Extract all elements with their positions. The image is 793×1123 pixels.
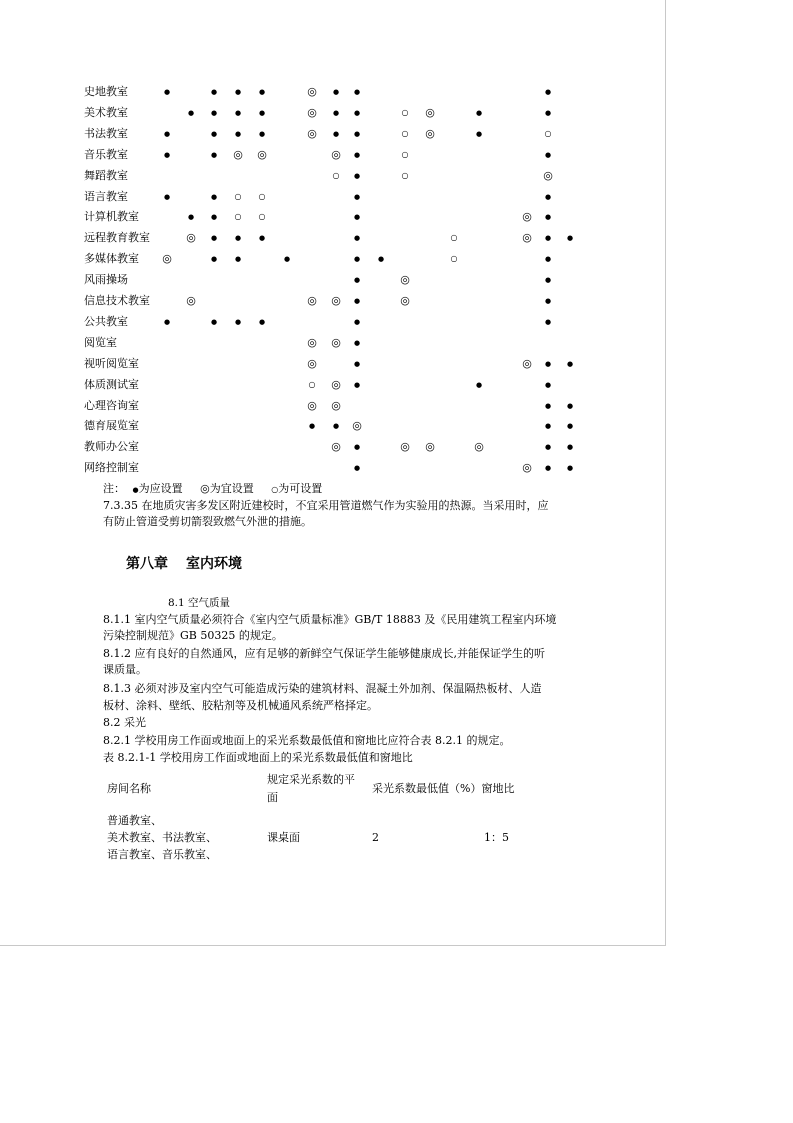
filled-dot-icon: [563, 458, 577, 478]
filled-dot-icon: [280, 249, 294, 269]
hollow-circle-icon: [231, 207, 245, 227]
double-circle-icon: [423, 124, 437, 145]
filled-dot-icon: [350, 437, 364, 457]
hollow-circle-icon: [329, 166, 343, 186]
table-row: [0, 270, 665, 290]
filled-dot-icon: [350, 312, 364, 332]
filled-dot-icon: [207, 312, 221, 332]
filled-dot-icon: [160, 124, 174, 144]
filled-dot-icon: [231, 82, 245, 102]
double-circle-icon: [398, 291, 412, 312]
filled-dot-icon: [329, 124, 343, 144]
double-circle-icon: [398, 270, 412, 291]
filled-dot-icon: [231, 124, 245, 144]
filled-dot-icon: [350, 166, 364, 186]
filled-dot-icon: [350, 333, 364, 353]
table-row: [0, 145, 665, 165]
table-row: [0, 458, 665, 478]
filled-dot-icon: [231, 312, 245, 332]
clause-7-3-35-line2: 有防止管道受剪切箭裂致燃气外泄的措施。: [103, 515, 312, 528]
room-name: 教师办公室: [84, 440, 139, 454]
filled-dot-icon: [207, 82, 221, 102]
filled-dot-icon: [541, 312, 555, 332]
filled-dot-icon: [472, 375, 486, 395]
filled-dot-icon: [541, 187, 555, 207]
room-name: 阅览室: [84, 335, 117, 349]
filled-dot-icon: [350, 458, 364, 478]
double-circle-icon: [423, 103, 437, 124]
para-8-1-1-line2: 污染控制规范》GB 50325 的规定。: [103, 629, 283, 642]
hollow-circle-icon: [398, 124, 412, 144]
hollow-circle-icon: [255, 187, 269, 207]
hollow-circle-icon: [255, 207, 269, 227]
filled-dot-icon: [160, 145, 174, 165]
double-circle-icon: [160, 249, 174, 270]
double-circle-icon: [423, 437, 437, 458]
room-name: 舞蹈教室: [84, 168, 128, 182]
table-row: [0, 124, 665, 144]
room-name: 计算机教室: [84, 210, 139, 224]
para-8-1-2-line2: 课质量。: [103, 663, 147, 676]
double-circle-icon: [305, 333, 319, 354]
filled-dot-icon: [541, 396, 555, 416]
table-row: [0, 333, 665, 353]
table-row: [0, 312, 665, 332]
header-room: 房间名称: [107, 782, 151, 795]
filled-dot-icon: [374, 249, 388, 269]
double-circle-icon: [184, 228, 198, 249]
para-8-1-3-line2: 板材、涂料、壁纸、胶粘剂等及机械通风系统严格择定。: [103, 699, 378, 712]
table-row: [0, 354, 665, 374]
table-row: [0, 396, 665, 416]
double-circle-icon: [255, 145, 269, 166]
room-name: 音乐教室: [84, 147, 128, 161]
filled-dot-icon: [207, 207, 221, 227]
hollow-circle-icon: [398, 145, 412, 165]
double-circle-icon: [541, 166, 555, 187]
filled-dot-icon: [329, 82, 343, 102]
filled-dot-icon: [563, 396, 577, 416]
filled-dot-icon: [255, 103, 269, 123]
para-8-1-2-line1: 8.1.2 应有良好的自然通风，应有足够的新鲜空气保证学生能够健康成长,并能保证学生的听: [103, 647, 545, 660]
filled-dot-icon: [207, 103, 221, 123]
table-row: [0, 249, 665, 269]
chapter-heading: [126, 553, 242, 573]
table-row: [0, 207, 665, 227]
filled-dot-icon: [207, 145, 221, 165]
table-row: [0, 437, 665, 457]
room-name: 远程教育教室: [84, 231, 150, 245]
double-circle-icon: [329, 291, 343, 312]
row-plane: 课桌面: [267, 831, 300, 844]
row-room-line3: 语言教室、音乐教室、: [107, 848, 217, 861]
filled-dot-icon: [350, 270, 364, 290]
row-room-line2: 美术教室、书法教室、: [107, 831, 217, 844]
room-name: 信息技术教室: [84, 294, 150, 307]
row-coef: 2: [372, 831, 379, 844]
double-circle-icon: [472, 437, 486, 458]
room-name: 风雨操场: [84, 273, 128, 287]
legend-prefix: 注：: [103, 482, 125, 495]
double-circle-icon: [305, 354, 319, 375]
filled-dot-icon: [350, 354, 364, 374]
filled-dot-icon: [160, 312, 174, 332]
room-name: 多媒体教室: [84, 252, 139, 266]
row-ratio: 1：5: [484, 831, 509, 844]
filled-dot-icon: [184, 103, 198, 123]
filled-dot-icon: [350, 375, 364, 395]
filled-dot-icon: [350, 291, 364, 311]
filled-dot-icon: [541, 416, 555, 436]
filled-dot-icon: [541, 249, 555, 269]
filled-dot-icon: [541, 270, 555, 290]
chapter-title: 室内环境: [186, 556, 242, 572]
filled-dot-icon: [563, 354, 577, 374]
filled-dot-icon: [160, 82, 174, 102]
filled-dot-icon: [329, 103, 343, 123]
filled-dot-icon: [231, 103, 245, 123]
double-circle-icon: [329, 375, 343, 396]
double-circle-icon: [329, 145, 343, 166]
filled-dot-icon: [541, 437, 555, 457]
filled-dot-icon: [350, 145, 364, 165]
double-circle-icon: [305, 396, 319, 417]
table-row: [0, 228, 665, 248]
filled-dot-icon: [255, 312, 269, 332]
hollow-circle-icon: [447, 249, 461, 269]
room-name: 德育展览室: [84, 419, 139, 433]
double-circle-icon: [398, 437, 412, 458]
filled-dot-icon: [541, 82, 555, 102]
filled-dot-icon: [563, 228, 577, 248]
table-caption: 表 8.2.1-1 学校用房工作面或地面上的采光系数最低值和窗地比: [103, 751, 413, 764]
double-circle-icon: [329, 396, 343, 417]
filled-dot-icon: [329, 416, 343, 436]
filled-dot-icon: [350, 103, 364, 123]
filled-dot-icon: [541, 207, 555, 227]
section-8-2-heading: 8.2 采光: [103, 716, 146, 729]
filled-dot-icon: [472, 124, 486, 144]
table-row: [0, 291, 665, 311]
double-circle-icon: [520, 228, 534, 249]
table-row: [0, 375, 665, 395]
double-circle-icon: [184, 291, 198, 312]
filled-dot-icon: [350, 82, 364, 102]
chapter-number: 第八章: [126, 556, 168, 572]
table-row: [0, 166, 665, 186]
filled-dot-icon: [184, 207, 198, 227]
filled-dot-icon: [350, 124, 364, 144]
double-circle-icon: [200, 482, 210, 495]
table-row: [0, 103, 665, 123]
room-name: 心理咨询室: [84, 398, 139, 412]
header-coef-ratio: 采光系数最低值（%）窗地比: [372, 782, 515, 795]
filled-dot-icon: [255, 124, 269, 144]
double-circle-icon: [305, 291, 319, 312]
table-row: [0, 416, 665, 436]
filled-dot-icon: [541, 291, 555, 311]
filled-dot-icon: [207, 228, 221, 248]
filled-dot-icon: [305, 416, 319, 436]
filled-dot-icon: [207, 124, 221, 144]
hollow-circle-icon: [447, 228, 461, 248]
filled-dot-icon: [207, 249, 221, 269]
filled-dot-icon: [207, 187, 221, 207]
header-plane-line1: 规定采光系数的平: [267, 773, 355, 786]
legend: [103, 481, 336, 498]
double-circle-icon: [305, 82, 319, 103]
section-8-1-heading: 8.1 空气质量: [168, 597, 231, 609]
room-name: 语言教室: [84, 189, 128, 203]
filled-dot-icon: [231, 228, 245, 248]
filled-dot-icon: [541, 145, 555, 165]
hollow-circle-icon: [231, 187, 245, 207]
double-circle-icon: [520, 458, 534, 479]
room-name: 体质测试室: [84, 377, 139, 391]
legend-item-optional: ○ 为可设置: [271, 482, 322, 495]
room-name: 视听阅览室: [84, 356, 139, 370]
para-8-1-1-line1: 8.1.1 室内空气质量必须符合《室内空气质量标准》GB/T 18883 及《民用建筑工程室内环境: [103, 613, 557, 626]
room-name: 公共教室: [84, 314, 128, 328]
clause-7-3-35-line1: 7.3.35 在地质灾害多发区附近建校时，不宜采用管道燃气作为实验用的热源。当采用时，应: [103, 499, 549, 512]
double-circle-icon: [520, 354, 534, 375]
room-name: 书法教室: [84, 126, 128, 140]
header-plane-line2: 面: [267, 791, 278, 804]
filled-dot-icon: [255, 82, 269, 102]
legend-item-required: ● 为应设置: [133, 482, 183, 495]
para-8-1-3-line1: 8.1.3 必须对涉及室内空气可能造成污染的建筑材料、混凝土外加剂、保温隔热板材、人造: [103, 682, 542, 695]
hollow-circle-icon: [398, 103, 412, 123]
filled-dot-icon: [350, 249, 364, 269]
filled-dot-icon: [541, 228, 555, 248]
hollow-circle-icon: [305, 375, 319, 395]
double-circle-icon: [329, 437, 343, 458]
hollow-circle-icon: [398, 166, 412, 186]
double-circle-icon: [329, 333, 343, 354]
filled-dot-icon: [541, 458, 555, 478]
filled-dot-icon: [350, 207, 364, 227]
double-circle-icon: [231, 145, 245, 166]
filled-dot-icon: [350, 228, 364, 248]
filled-dot-icon: [563, 416, 577, 436]
table-row: [0, 82, 665, 102]
table-row: [0, 187, 665, 207]
double-circle-icon: [305, 124, 319, 145]
filled-dot-icon: [541, 375, 555, 395]
filled-dot-icon: [563, 437, 577, 457]
filled-dot-icon: [541, 354, 555, 374]
room-name: 网络控制室: [84, 461, 139, 475]
clause-8-2-1: 8.2.1 学校用房工作面或地面上的采光系数最低值和窗地比应符合表 8.2.1 的规定。: [103, 734, 511, 747]
filled-dot-icon: [160, 187, 174, 207]
filled-dot-icon: [350, 187, 364, 207]
legend-item-recommended: ◎ 为宜设置: [200, 482, 254, 495]
hollow-circle-icon: [541, 124, 555, 144]
filled-dot-icon: [472, 103, 486, 123]
filled-dot-icon: [255, 228, 269, 248]
double-circle-icon: [305, 103, 319, 124]
filled-dot-icon: [231, 249, 245, 269]
room-name: 史地教室: [84, 85, 128, 98]
row-room-line1: 普通教室、: [107, 814, 162, 827]
double-circle-icon: [520, 207, 534, 228]
double-circle-icon: [350, 416, 364, 437]
filled-dot-icon: [541, 103, 555, 123]
room-name: 美术教室: [84, 105, 128, 119]
